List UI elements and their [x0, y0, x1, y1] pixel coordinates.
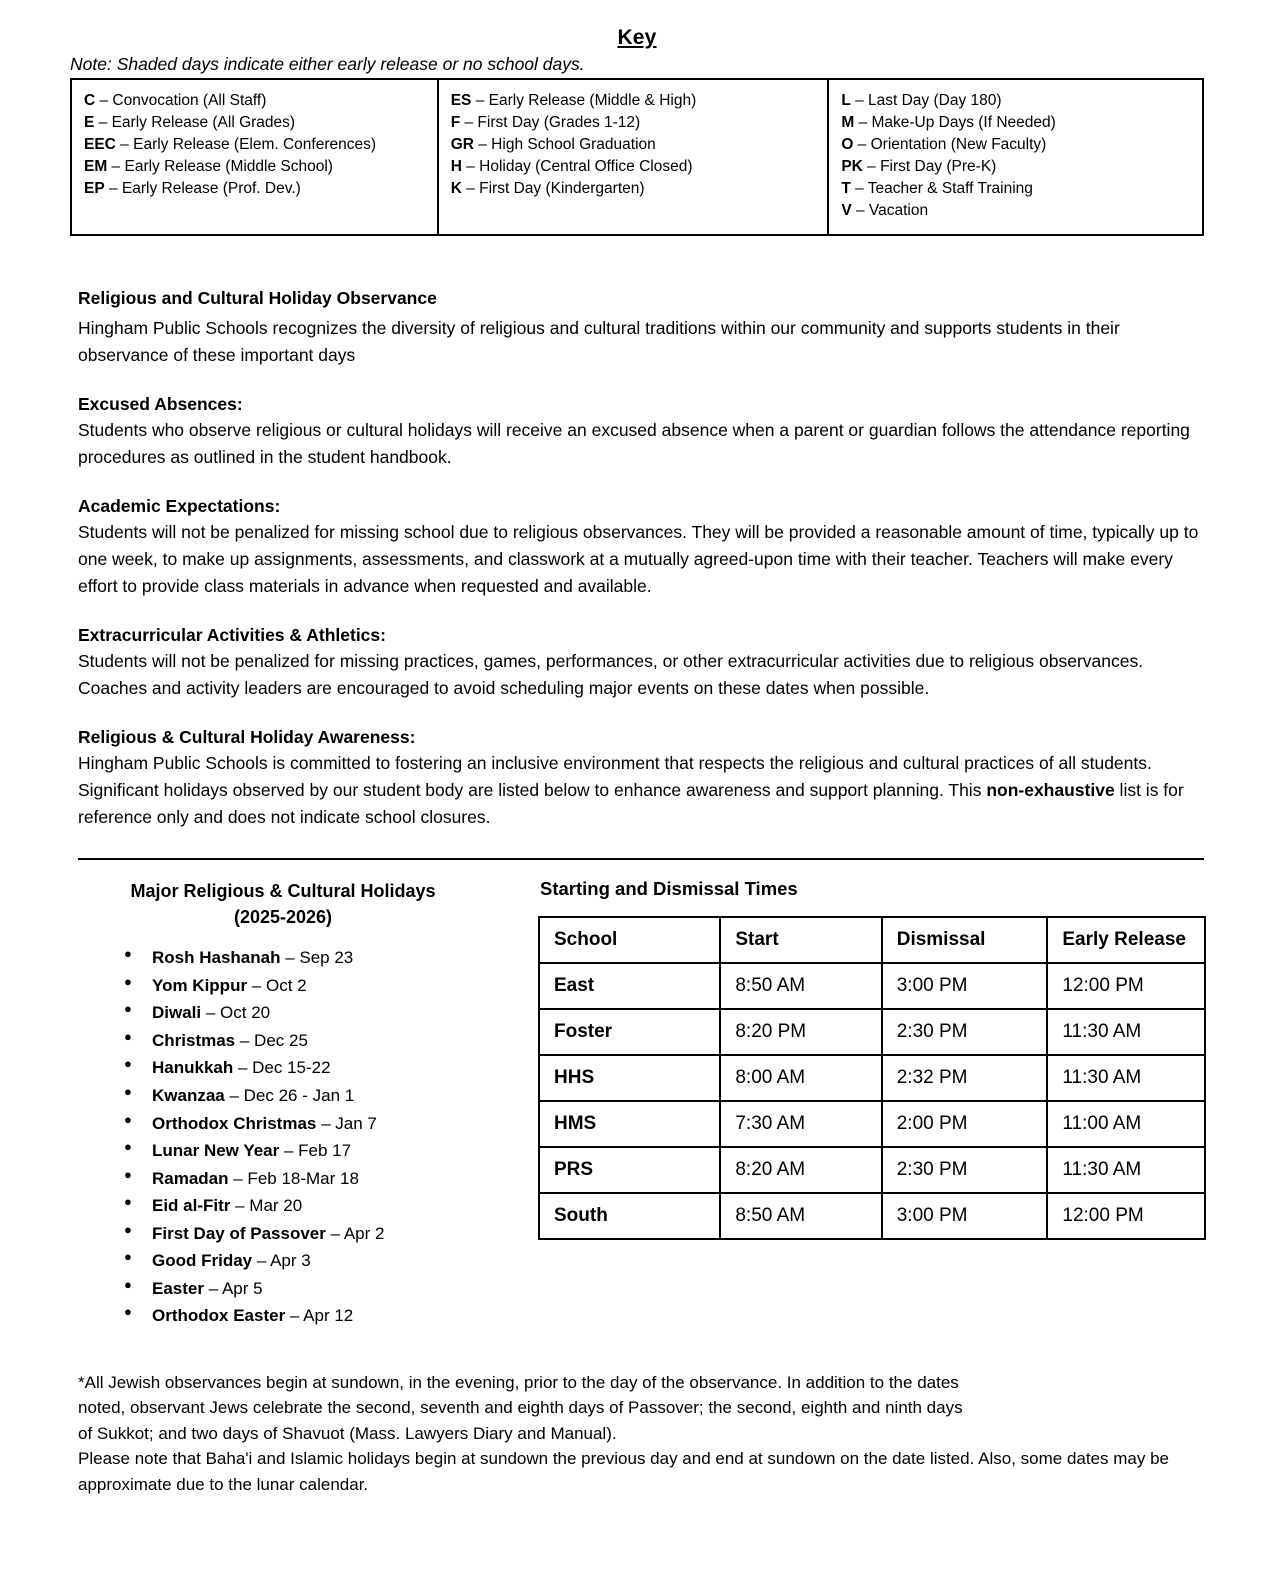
column-header-dismissal: Dismissal [882, 917, 1048, 963]
cell-school: Foster [539, 1009, 720, 1055]
cell-school: PRS [539, 1147, 720, 1193]
times-title: Starting and Dismissal Times [540, 878, 798, 900]
key-desc: – Early Release (Middle & High) [471, 92, 697, 109]
holiday-date: – Apr 2 [325, 1223, 385, 1243]
column-header-early-release: Early Release [1047, 917, 1205, 963]
key-item [841, 112, 1190, 134]
key-item [841, 178, 1190, 200]
key-item [841, 90, 1190, 112]
footnote-line-2: noted, observant Jews celebrate the second, seventh and eighth days of Passover; the second, eighth and ninth days [78, 1398, 963, 1418]
key-code: EEC [84, 136, 116, 153]
key-desc: – First Day (Grades 1-12) [460, 114, 641, 131]
list-item [124, 1192, 528, 1220]
table-header-row [539, 917, 1205, 963]
cell-early-release: 11:30 AM [1047, 1009, 1205, 1055]
times-column [538, 878, 1206, 1240]
holiday-date: – Dec 25 [235, 1030, 308, 1050]
key-code: EM [84, 158, 108, 175]
table-row [539, 1101, 1205, 1147]
awareness-text-part2: list is for reference only and does not indicate school closures. [78, 779, 1184, 827]
cell-start: 8:00 AM [720, 1055, 881, 1101]
key-code: EP [84, 180, 105, 197]
cell-school: South [539, 1193, 720, 1239]
extracurricular-heading: Extracurricular Activities & Athletics: [78, 625, 386, 646]
key-legend-box [70, 78, 1204, 236]
key-item [451, 112, 816, 134]
key-item [841, 134, 1190, 156]
holiday-name: Eid al-Fitr [152, 1196, 231, 1216]
holiday-date: – Apr 3 [252, 1251, 311, 1271]
holiday-name: Diwali [152, 1003, 202, 1023]
key-code: M [841, 114, 855, 131]
key-desc: – Early Release (Prof. Dev.) [104, 180, 301, 197]
key-code: L [841, 92, 851, 109]
holiday-date: – Jan 7 [316, 1113, 377, 1133]
list-item [124, 1165, 528, 1193]
key-item [84, 112, 425, 134]
cell-school: East [539, 963, 720, 1009]
cell-start: 8:50 AM [720, 1193, 881, 1239]
key-code: O [841, 136, 854, 153]
column-header-start: Start [720, 917, 881, 963]
excused-absences-text: Students who observe religious or cultural holidays will receive an excused absence when a parent or guardian follows the attendance reporting procedures as outlined in the student handbook. [78, 420, 1190, 467]
key-item [84, 178, 425, 200]
start-dismissal-table [538, 916, 1206, 1240]
key-desc: – Teacher & Staff Training [850, 180, 1033, 197]
list-item [124, 1027, 528, 1055]
key-code: K [450, 180, 462, 197]
key-item [451, 156, 816, 178]
key-desc: – Convocation (All Staff) [95, 92, 267, 109]
key-column-2 [439, 80, 830, 234]
holiday-date: – Mar 20 [230, 1196, 303, 1216]
awareness-heading: Religious & Cultural Holiday Awareness: [78, 727, 416, 748]
footnote [78, 1370, 1204, 1498]
holiday-date: – Oct 20 [201, 1003, 271, 1023]
holiday-name: Lunar New Year [152, 1141, 280, 1161]
cell-early-release: 11:30 AM [1047, 1055, 1205, 1101]
key-item [84, 90, 425, 112]
awareness-text-part1: Hingham Public Schools is committed to fostering an inclusive environment that respects the religious and cultural practices of all students. Significant holidays observed by our student body are listed below to enhance awareness and support planning. This [78, 753, 1152, 800]
document-page [0, 26, 1274, 1576]
table-row [539, 1009, 1205, 1055]
excused-absences-heading: Excused Absences: [78, 394, 243, 415]
holiday-date: – Oct 2 [247, 975, 307, 995]
cell-start: 8:20 PM [720, 1009, 881, 1055]
cell-early-release: 11:30 AM [1047, 1147, 1205, 1193]
list-item [124, 999, 528, 1027]
holiday-name: Orthodox Christmas [152, 1113, 317, 1133]
key-code: C [84, 92, 96, 109]
key-desc: – Early Release (All Grades) [94, 114, 296, 131]
column-header-school: School [539, 917, 720, 963]
holiday-name: Easter [152, 1278, 204, 1298]
list-item [124, 1137, 528, 1165]
holidays-list [78, 944, 528, 1329]
key-code: H [450, 158, 462, 175]
key-item [451, 178, 816, 200]
key-item [451, 90, 816, 112]
holiday-name: Good Friday [152, 1251, 253, 1271]
table-row [539, 1193, 1205, 1239]
table-row [539, 963, 1205, 1009]
observance-section [78, 288, 1204, 830]
holiday-date: – Sep 23 [280, 948, 354, 968]
holiday-date: – Apr 12 [285, 1306, 354, 1326]
holiday-name: Yom Kippur [152, 975, 248, 995]
key-desc: – Make-Up Days (If Needed) [854, 114, 1056, 131]
list-item [124, 1220, 528, 1248]
key-desc: – Early Release (Middle School) [107, 158, 333, 175]
list-item [124, 1275, 528, 1303]
cell-school: HHS [539, 1055, 720, 1101]
observance-intro: Hingham Public Schools recognizes the diversity of religious and cultural traditions within our community and supports students in their observance of these important days [78, 318, 1120, 365]
cell-dismissal: 3:00 PM [882, 1193, 1048, 1239]
holiday-name: Orthodox Easter [152, 1306, 286, 1326]
footnote-line-1: *All Jewish observances begin at sundown, in the evening, prior to the day of the observance. In addition to the dates [78, 1372, 959, 1392]
key-desc: – Holiday (Central Office Closed) [461, 158, 693, 175]
key-desc: – High School Graduation [473, 136, 656, 153]
list-item [124, 1247, 528, 1275]
cell-start: 7:30 AM [720, 1101, 881, 1147]
cell-early-release: 12:00 PM [1047, 1193, 1205, 1239]
key-note: Note: Shaded days indicate either early release or no school days. [70, 54, 585, 74]
list-item [124, 972, 528, 1000]
holiday-date: – Dec 15-22 [233, 1058, 331, 1078]
footnote-line-4: Please note that Baha'i and Islamic holidays begin at sundown the previous day and end at sundown on the date listed. Also, some dates may be approximate due to the lunar calendar. [78, 1449, 1170, 1494]
list-item [124, 1302, 528, 1330]
holiday-name: Christmas [152, 1030, 236, 1050]
key-item [84, 134, 425, 156]
section-divider [78, 858, 1204, 860]
key-desc: – First Day (Kindergarten) [461, 180, 645, 197]
awareness-text-bold: non-exhaustive [986, 779, 1115, 800]
list-item [124, 1082, 528, 1110]
key-desc: – Early Release (Elem. Conferences) [115, 136, 377, 153]
academic-expectations-heading: Academic Expectations: [78, 496, 281, 517]
holiday-date: – Dec 26 - Jan 1 [224, 1085, 355, 1105]
key-code: T [841, 180, 851, 197]
holiday-date: – Apr 5 [203, 1278, 263, 1298]
academic-expectations-text: Students will not be penalized for missing school due to religious observances. They will be provided a reasonable amount of time, typically up to one week, to make up assignments, assessments, and classwork at a mutually agreed-upon time with their teacher. Teachers will make every effort to provide class materials in advance when requested and available. [78, 522, 1199, 596]
table-row [539, 1147, 1205, 1193]
key-code: V [841, 202, 852, 219]
list-item [124, 944, 528, 972]
holiday-name: Rosh Hashanah [152, 948, 281, 968]
holiday-date: – Feb 18-Mar 18 [228, 1168, 359, 1188]
key-item [841, 200, 1190, 222]
cell-early-release: 11:00 AM [1047, 1101, 1205, 1147]
key-code: E [84, 114, 95, 131]
holiday-name: Ramadan [152, 1168, 229, 1188]
key-column-1 [72, 80, 439, 234]
list-item [124, 1054, 528, 1082]
key-code: ES [450, 92, 472, 109]
cell-dismissal: 2:30 PM [882, 1147, 1048, 1193]
bottom-columns [78, 878, 1274, 1330]
list-item [124, 1110, 528, 1138]
holidays-title [78, 878, 528, 930]
cell-dismissal: 2:00 PM [882, 1101, 1048, 1147]
cell-school: HMS [539, 1101, 720, 1147]
cell-dismissal: 3:00 PM [882, 963, 1048, 1009]
cell-start: 8:50 AM [720, 963, 881, 1009]
holidays-title-line1: Major Religious & Cultural Holidays [130, 881, 436, 902]
key-title: Key [617, 26, 657, 49]
cell-start: 8:20 AM [720, 1147, 881, 1193]
key-item [841, 156, 1190, 178]
observance-heading: Religious and Cultural Holiday Observance [78, 288, 437, 308]
key-desc: – Vacation [851, 202, 929, 219]
holiday-date: – Feb 17 [279, 1141, 352, 1161]
key-desc: – Orientation (New Faculty) [853, 136, 1047, 153]
cell-dismissal: 2:32 PM [882, 1055, 1048, 1101]
holidays-column [78, 878, 528, 1330]
key-column-3 [829, 80, 1202, 234]
key-item [84, 156, 425, 178]
key-code: GR [450, 136, 474, 153]
key-code: F [450, 114, 461, 131]
cell-dismissal: 2:30 PM [882, 1009, 1048, 1055]
key-item [451, 134, 816, 156]
key-code: PK [841, 158, 863, 175]
holidays-title-line2: (2025-2026) [233, 907, 333, 928]
cell-early-release: 12:00 PM [1047, 963, 1205, 1009]
holiday-name: Hanukkah [152, 1058, 234, 1078]
extracurricular-text: Students will not be penalized for missing practices, games, performances, or other extracurricular activities due to religious observances. Coaches and activity leaders are encouraged to avoid scheduling major events on these dates when possible. [78, 651, 1144, 698]
table-row [539, 1055, 1205, 1101]
footnote-line-3: of Sukkot; and two days of Shavuot (Mass. Lawyers Diary and Manual). [78, 1423, 617, 1443]
holiday-name: Kwanzaa [152, 1085, 225, 1105]
key-desc: – First Day (Pre-K) [862, 158, 997, 175]
awareness-text [78, 750, 1204, 830]
key-desc: – Last Day (Day 180) [850, 92, 1002, 109]
holiday-name: First Day of Passover [152, 1223, 326, 1243]
